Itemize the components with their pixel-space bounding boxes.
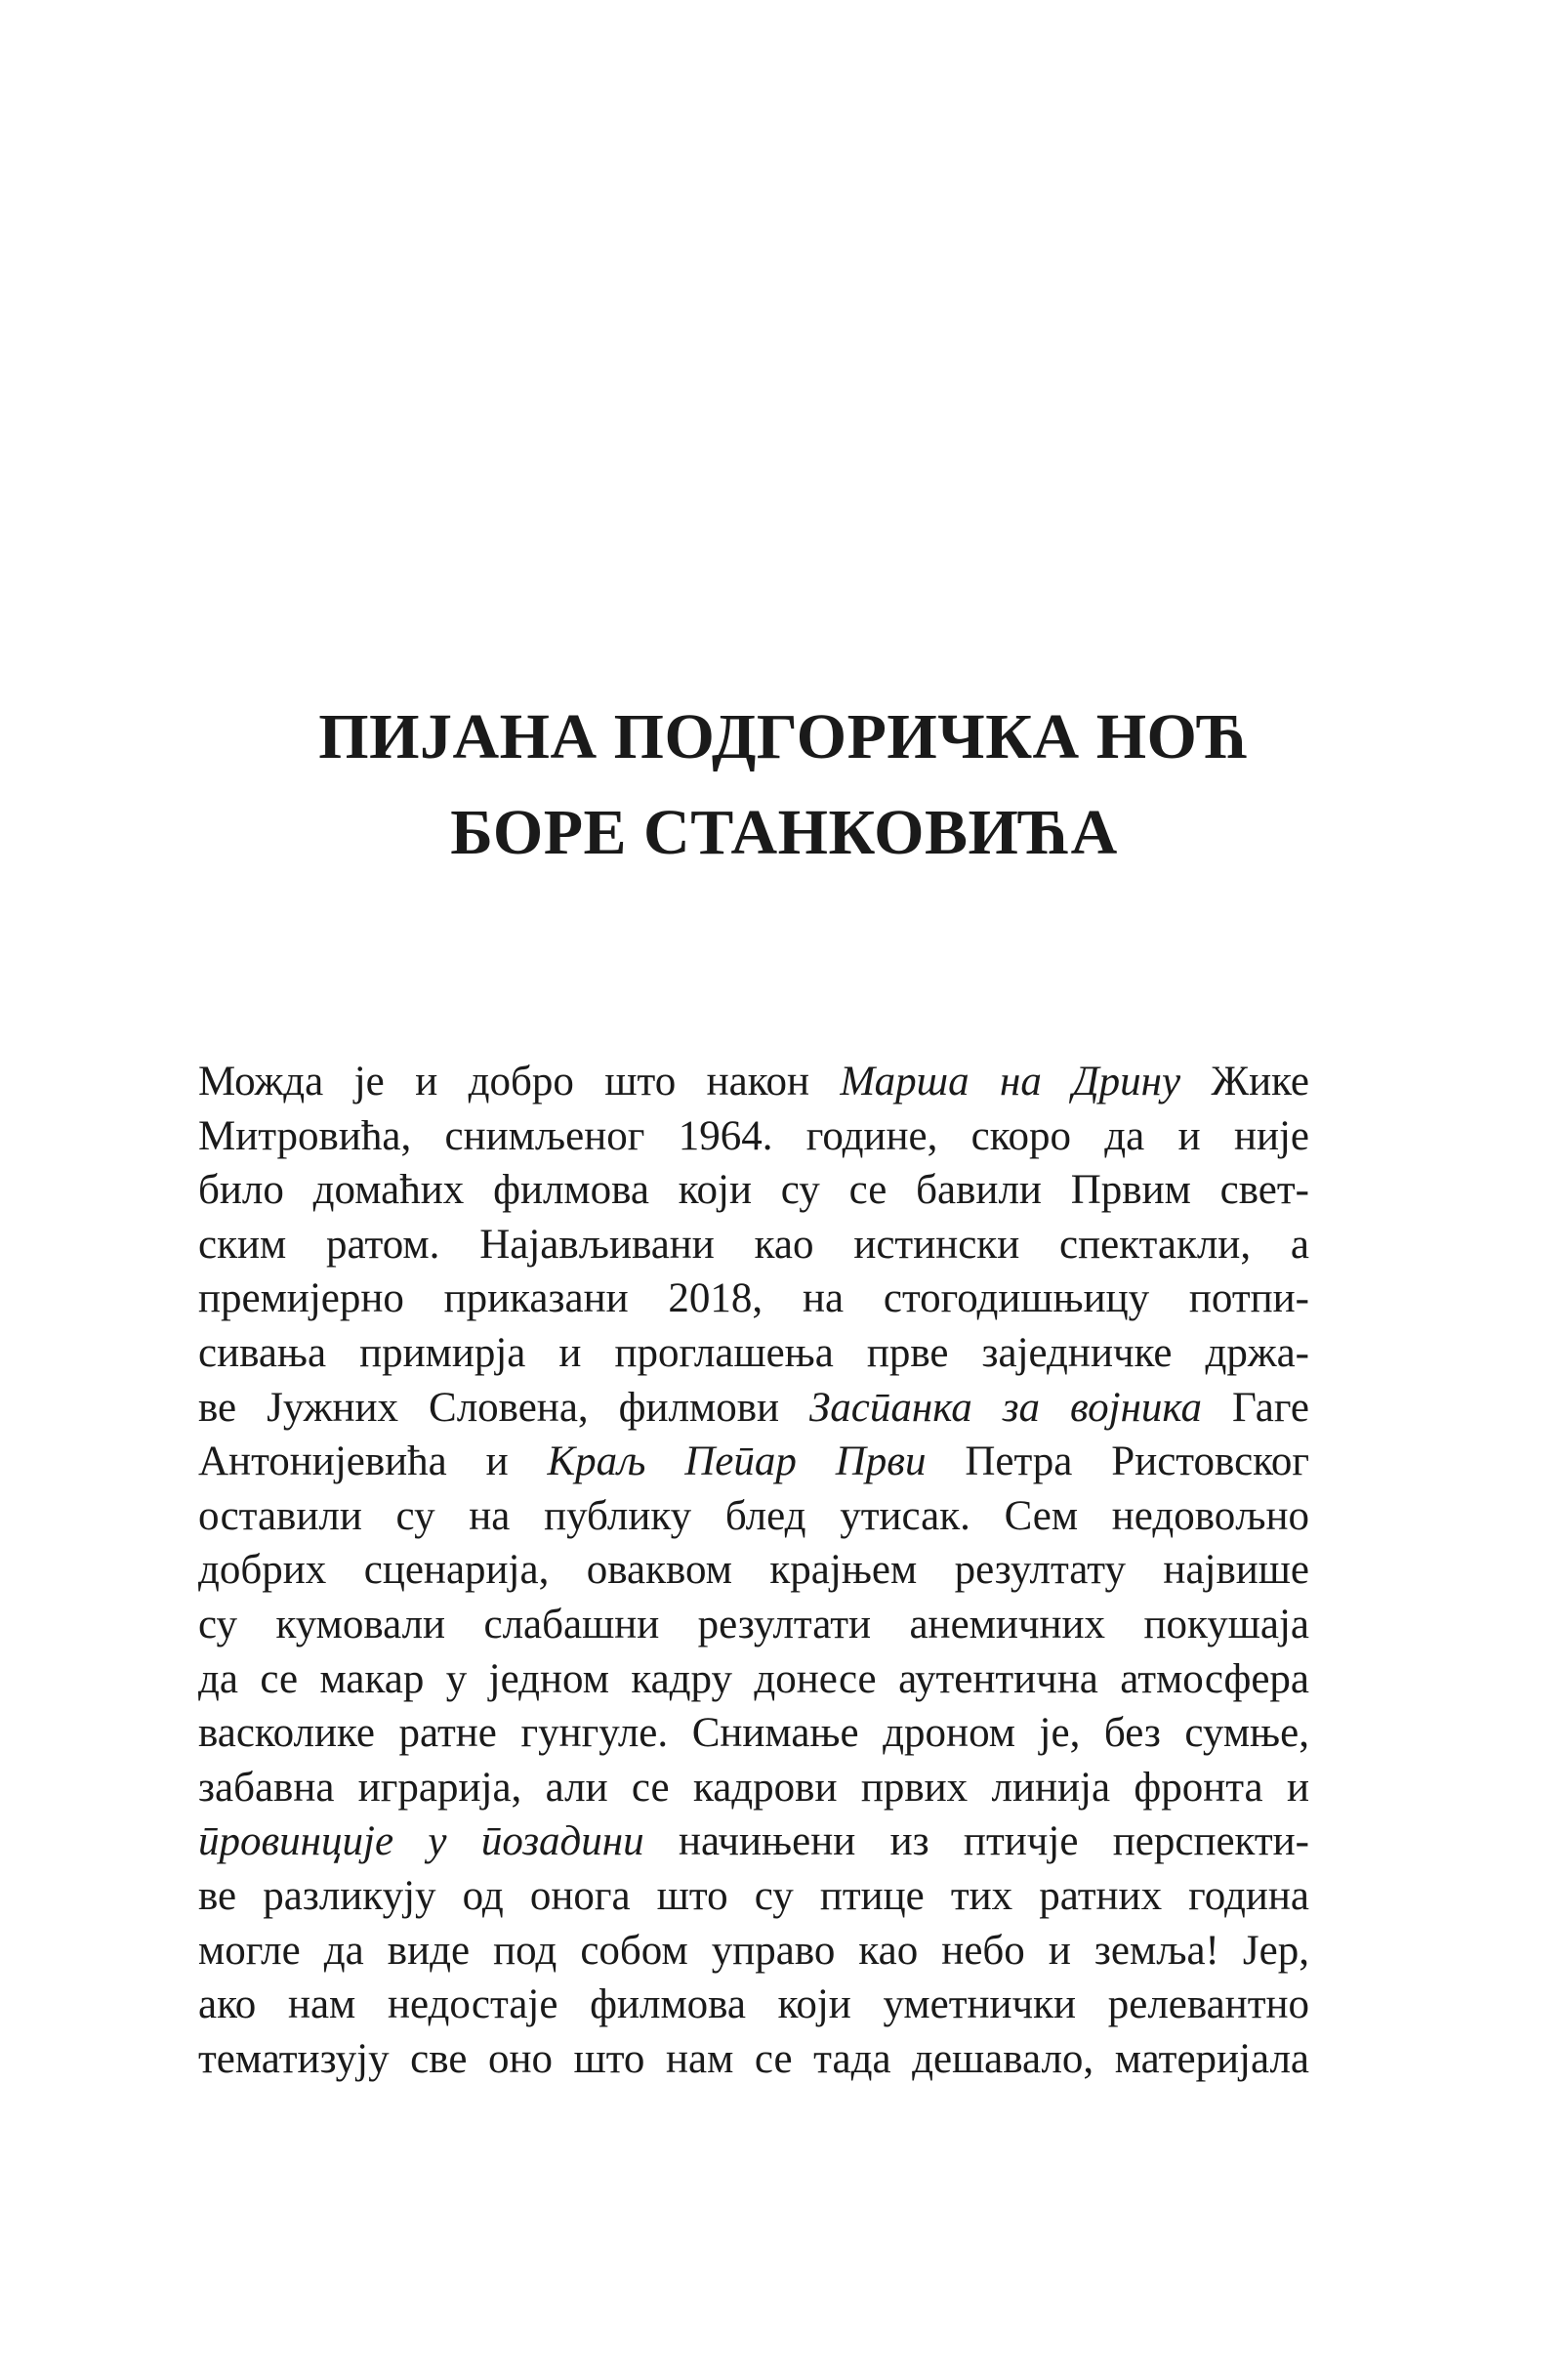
body-line xyxy=(198,1869,1309,1924)
text-segment: ако нам недостаје филмова који уметнички релевантно xyxy=(198,1981,1309,2028)
text-segment: Антонијевића и xyxy=(198,1438,548,1485)
text-segment: тематизују све оно што нам се тада дешавало, материјала xyxy=(198,2035,1309,2082)
body-line xyxy=(198,1218,1309,1272)
body-line xyxy=(198,1924,1309,1979)
text-segment: су кумовали слабашни резултати анемичних покушаја xyxy=(198,1601,1309,1647)
body-line xyxy=(198,1761,1309,1815)
chapter-title xyxy=(0,689,1568,881)
text-segment: забавна играрија, али се кадрови првих линија фронта и xyxy=(198,1764,1309,1811)
body-line xyxy=(198,1326,1309,1381)
body-line xyxy=(198,1598,1309,1652)
text-segment: васколике ратне гунгуле. Снимање дроном је, без сумње, xyxy=(198,1710,1309,1757)
italic-title-segment: Засӣанка за војника xyxy=(809,1384,1202,1431)
text-segment: ве разликују од онога што су птице тих ратних година xyxy=(198,1872,1309,1919)
body-line xyxy=(198,1381,1309,1436)
text-segment: оставили су на публику блед утисак. Сем недовољно xyxy=(198,1492,1309,1539)
body-line xyxy=(198,1706,1309,1761)
body-line xyxy=(198,1489,1309,1544)
text-segment: да се макар у једном кадру донесе аутентична атмосфера xyxy=(198,1655,1309,1702)
chapter-title-line-2: БОРЕ СТАНКОВИЋА xyxy=(450,797,1118,868)
body-line xyxy=(198,1978,1309,2032)
body-line xyxy=(198,1109,1309,1164)
text-segment: сивања примирја и проглашења прве заједничке држа- xyxy=(198,1329,1309,1376)
text-segment: Гаге xyxy=(1201,1384,1309,1431)
body-line xyxy=(198,1543,1309,1598)
italic-title-segment: Марша на Дрину xyxy=(840,1059,1181,1105)
body-line xyxy=(198,1271,1309,1326)
text-segment: премијерно приказани 2018, на стогодишњицу потпи- xyxy=(198,1275,1309,1322)
body-line xyxy=(198,1652,1309,1707)
text-segment: ским ратом. Најављивани као истински спектакли, а xyxy=(198,1221,1309,1268)
text-segment: ве Јужних Словена, филмови xyxy=(198,1384,810,1431)
text-segment: Митровића, снимљеног 1964. године, скоро да и није xyxy=(198,1112,1309,1159)
text-segment: могле да виде под собом управо као небо и земља! Јер, xyxy=(198,1927,1309,1974)
body-line xyxy=(198,1163,1309,1218)
body-line xyxy=(198,2032,1309,2087)
body-line xyxy=(198,1435,1309,1489)
body-line xyxy=(198,1055,1309,1109)
body-line xyxy=(198,1814,1309,1869)
text-segment: начињени из птичје перспекти- xyxy=(643,1818,1309,1865)
body-paragraph xyxy=(198,1055,1309,2086)
text-segment: Петра Ристовског xyxy=(926,1438,1309,1485)
text-segment: добрих сценарија, оваквом крајњем резултату највише xyxy=(198,1547,1309,1594)
italic-title-segment: Краљ Пеӣар Први xyxy=(547,1438,927,1485)
text-segment: Можда је и добро што након xyxy=(198,1059,841,1105)
chapter-title-line-1: ПИЈАНА ПОДГОРИЧКА НОЋ xyxy=(318,701,1250,772)
text-segment: Жике xyxy=(1180,1059,1310,1105)
text-segment: било домаћих филмова који су се бавили Првим свет- xyxy=(198,1167,1309,1214)
italic-title-segment: ӣровинције у ӣозадини xyxy=(198,1818,644,1865)
